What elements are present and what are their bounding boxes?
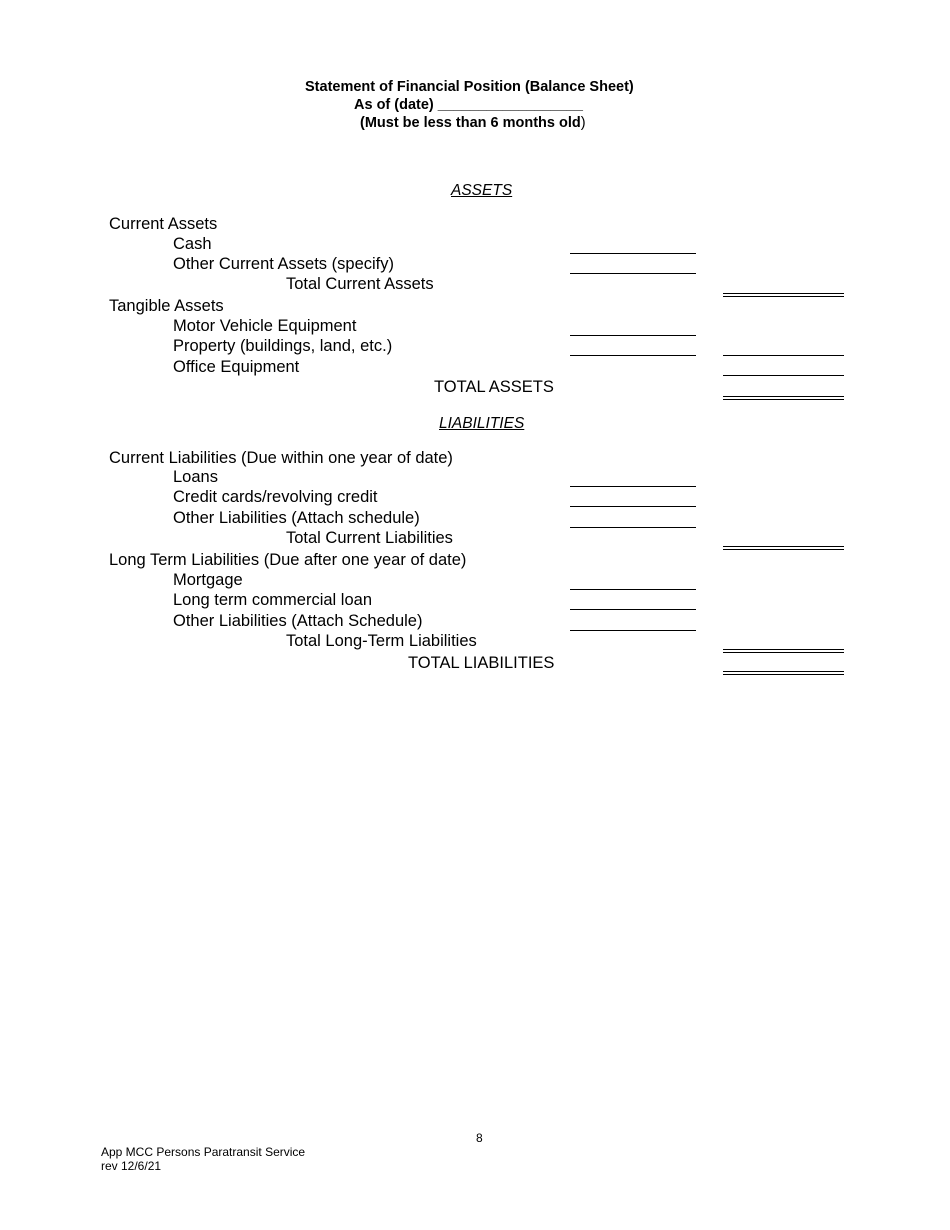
age-requirement-text: (Must be less than 6 months old	[360, 115, 581, 131]
assets-heading: ASSETS	[451, 182, 513, 199]
commercial-loan-label: Long term commercial loan	[173, 591, 372, 609]
office-equipment-entry-line	[723, 375, 844, 376]
other-current-liabilities-label: Other Liabilities (Attach schedule)	[173, 509, 420, 527]
other-long-term-liabilities-label: Other Liabilities (Attach Schedule)	[173, 612, 423, 630]
total-liabilities-label: TOTAL LIABILITIES	[408, 654, 555, 672]
total-current-liabilities-entry-line	[723, 546, 844, 550]
tangible-subtotal-entry-line	[723, 355, 844, 356]
credit-cards-entry-line	[570, 506, 696, 507]
office-equipment-label: Office Equipment	[173, 358, 300, 376]
footer-revision: rev 12/6/21	[101, 1159, 162, 1173]
loans-entry-line	[570, 486, 696, 487]
footer-app-name: App MCC Persons Paratransit Service	[101, 1145, 306, 1159]
current-liabilities-label: Current Liabilities (Due within one year of date)	[109, 449, 453, 467]
total-current-liabilities-label: Total Current Liabilities	[286, 529, 453, 547]
motor-vehicle-entry-line	[570, 335, 696, 336]
mortgage-label: Mortgage	[173, 571, 243, 589]
total-current-assets-label: Total Current Assets	[286, 275, 434, 293]
other-current-liabilities-entry-line	[570, 527, 696, 528]
credit-cards-label: Credit cards/revolving credit	[173, 488, 378, 506]
total-long-term-liabilities-label: Total Long-Term Liabilities	[286, 632, 477, 650]
cash-label: Cash	[173, 235, 212, 253]
document-title: Statement of Financial Position (Balance Sheet)	[305, 79, 634, 95]
age-requirement-note	[360, 115, 586, 131]
liabilities-heading: LIABILITIES	[439, 415, 525, 432]
property-entry-line	[570, 355, 696, 356]
motor-vehicle-label: Motor Vehicle Equipment	[173, 317, 357, 335]
commercial-loan-entry-line	[570, 609, 696, 610]
loans-label: Loans	[173, 468, 218, 486]
long-term-liabilities-label: Long Term Liabilities (Due after one year of date)	[109, 551, 467, 569]
property-label: Property (buildings, land, etc.)	[173, 337, 393, 355]
other-long-term-liabilities-entry-line	[570, 630, 696, 631]
total-assets-entry-line	[723, 396, 844, 400]
as-of-date-line: As of (date) __________________	[354, 97, 583, 113]
mortgage-entry-line	[570, 589, 696, 590]
other-current-assets-label: Other Current Assets (specify)	[173, 255, 394, 273]
tangible-assets-label: Tangible Assets	[109, 297, 224, 315]
current-assets-label: Current Assets	[109, 215, 218, 233]
total-assets-label: TOTAL ASSETS	[434, 378, 554, 396]
age-requirement-close: )	[580, 115, 586, 131]
cash-entry-line	[570, 253, 696, 254]
other-current-assets-entry-line	[570, 273, 696, 274]
total-liabilities-entry-line	[723, 671, 844, 675]
total-long-term-liabilities-entry-line	[723, 649, 844, 653]
page-number: 8	[476, 1131, 483, 1145]
total-current-assets-entry-line	[723, 293, 844, 297]
